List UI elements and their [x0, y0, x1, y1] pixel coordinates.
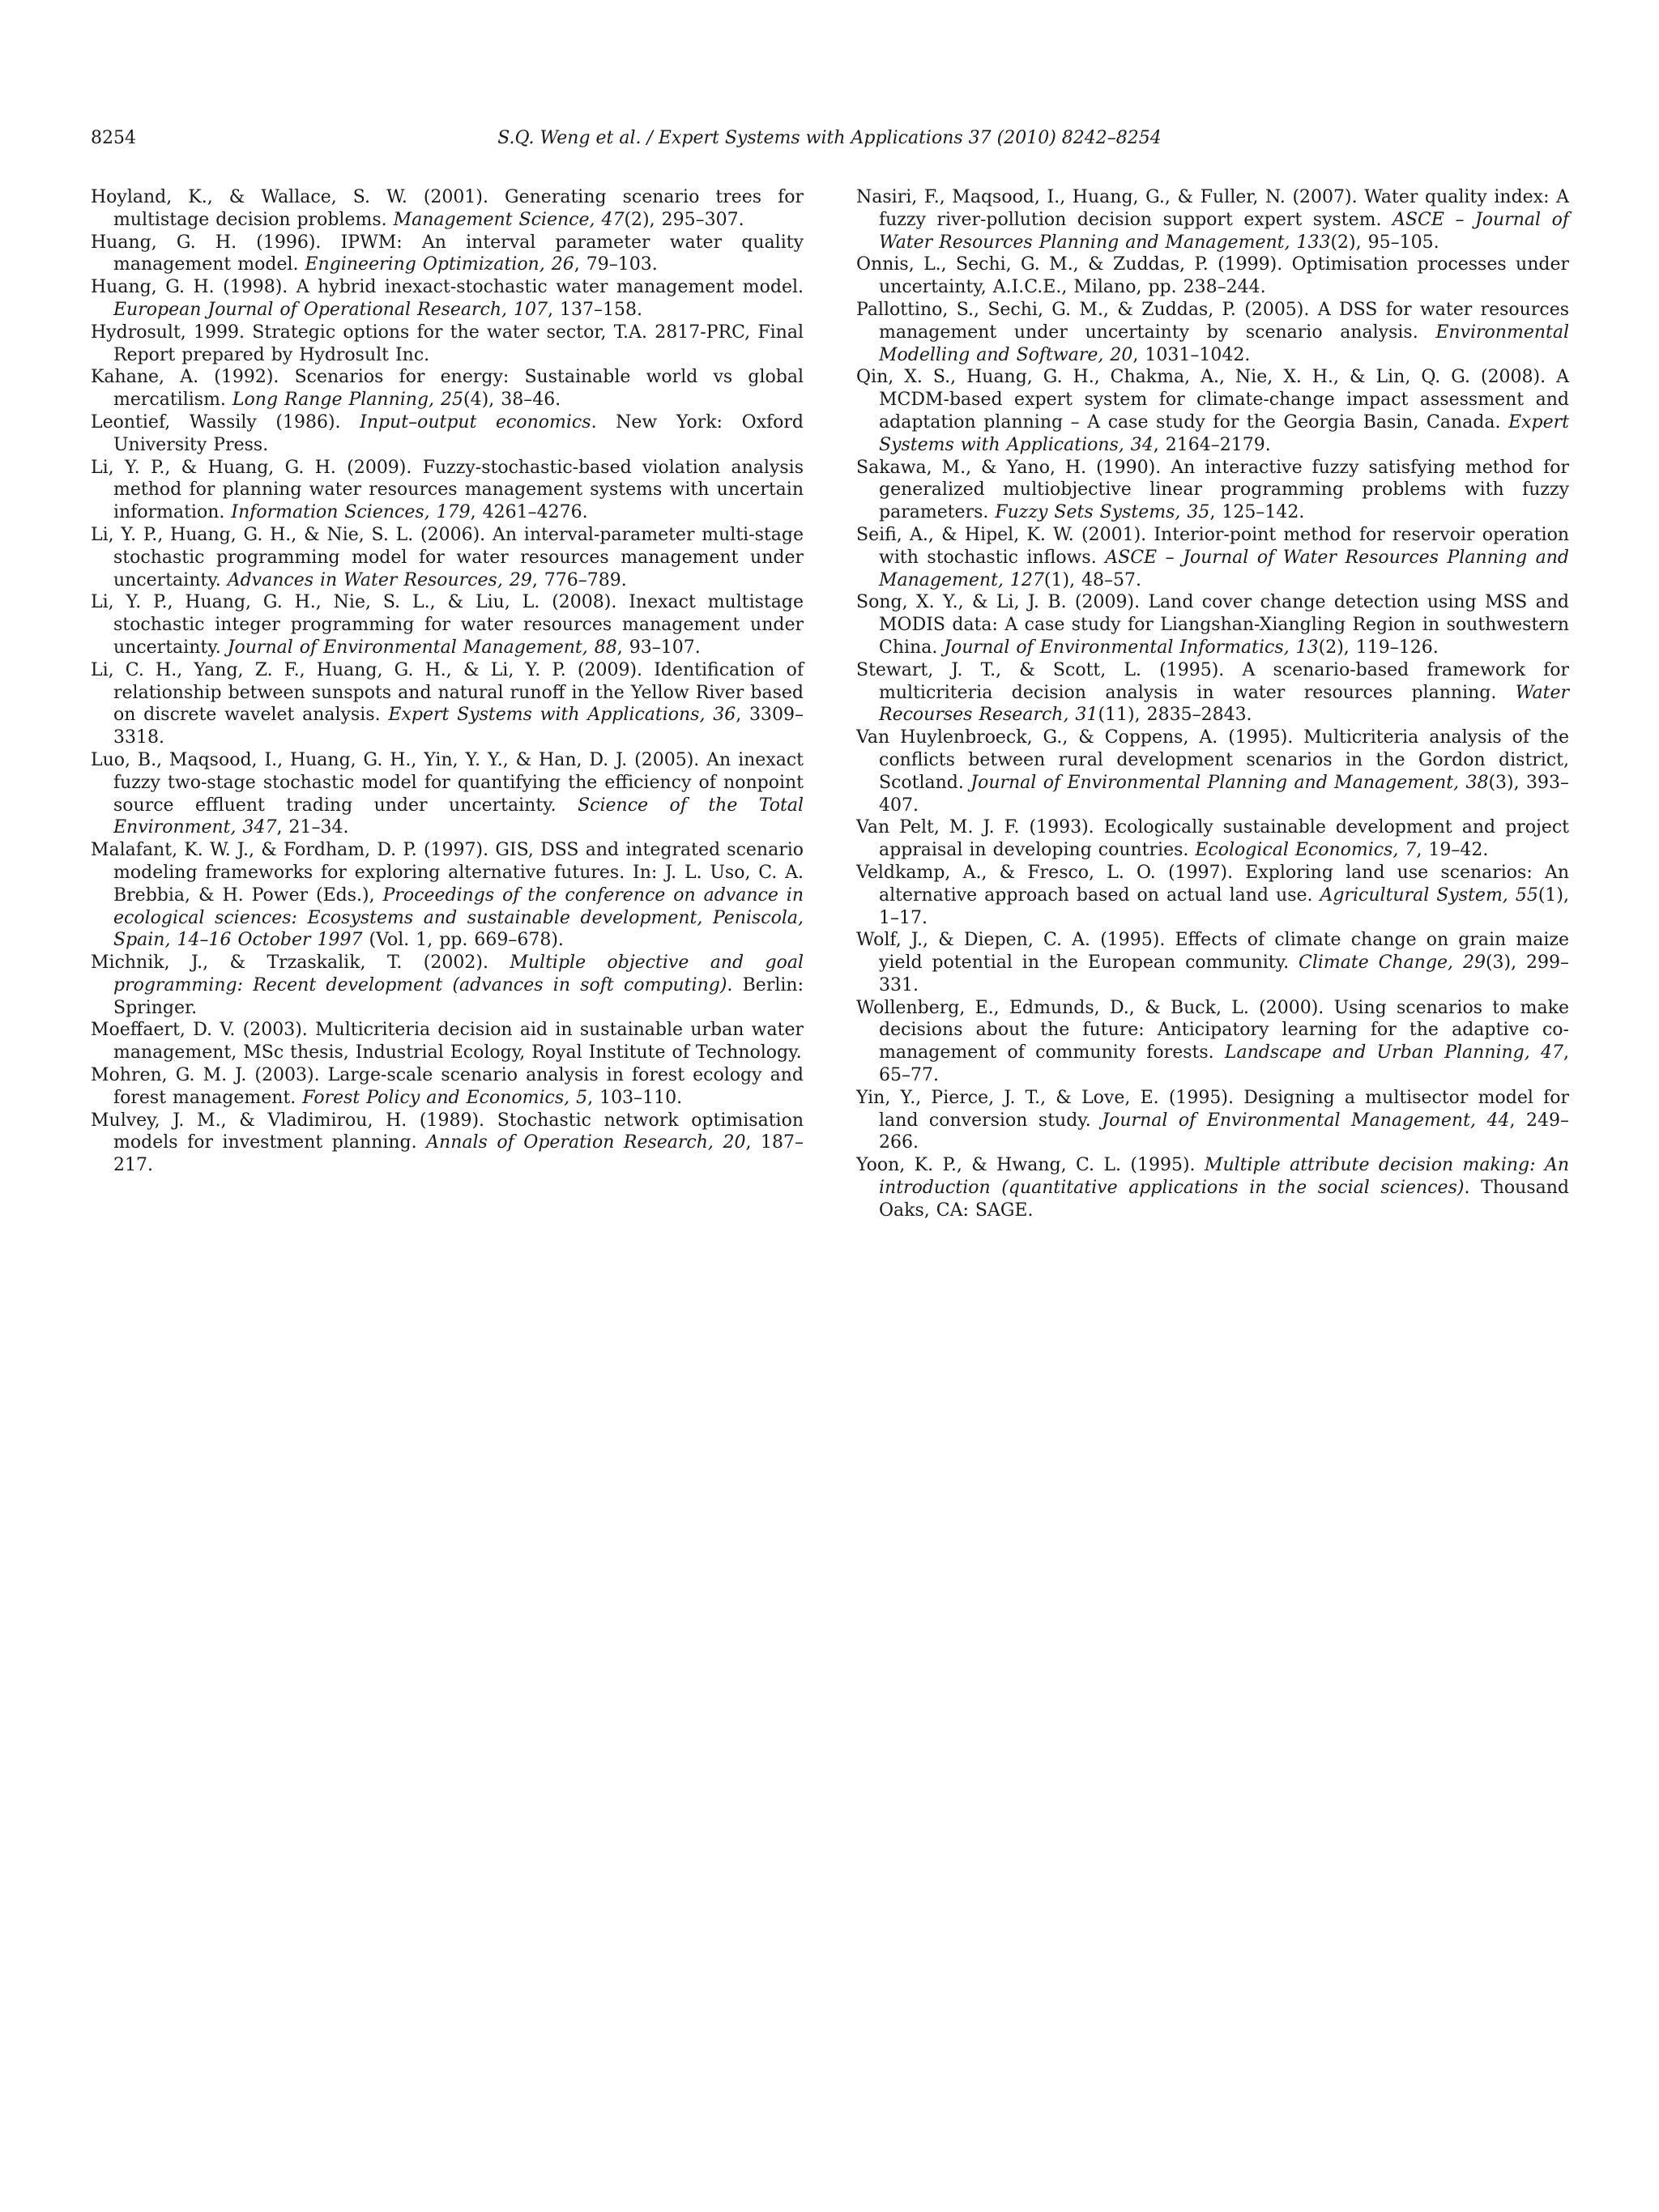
reference-entry: Qin, X. S., Huang, G. H., Chakma, A., Nie, X. H., & Lin, Q. G. (2008). A MCDM-based expert system for climate-change impact assessment and adaptation planning – A case study for the Georgia Basin, Canada. Expert Systems with Applications, 34, 2164–2179. — [856, 367, 1569, 455]
reference-entry: Huang, G. H. (1998). A hybrid inexact-stochastic water management model. European Journal of Operational Research, 107, 137–158. — [91, 277, 804, 320]
reference-entry: Huang, G. H. (1996). IPWM: An interval parameter water quality management model. Engineering Optimization, 26, 79–103. — [91, 232, 804, 275]
running-head: S.Q. Weng et al. / Expert Systems with Applications 37 (2010) 8242–8254 — [497, 128, 1162, 148]
reference-entry: Pallottino, S., Sechi, G. M., & Zuddas, P. (2005). A DSS for water resources management under uncertainty by scenario analysis. Environmental Modelling and Software, 20, 1031–1042. — [856, 299, 1569, 365]
reference-entry: Malafant, K. W. J., & Fordham, D. P. (1997). GIS, DSS and integrated scenario modeling frameworks for exploring alternative futures. In: J. L. Uso, C. A. Brebbia, & H. Power (Eds.), Proceedings of the conference on advance in ecological sciences: Ecosystems and sustainable development, Peniscola, Spain, 14–16 October 1997 (Vol. 1, pp. 669–678). — [91, 840, 804, 951]
reference-entry: Yin, Y., Pierce, J. T., & Love, E. (1995). Designing a multisector model for land conversion study. Journal of Environmental Management, 44, 249–266. — [856, 1087, 1569, 1153]
reference-entry: Luo, B., Maqsood, I., Huang, G. H., Yin, Y. Y., & Han, D. J. (2005). An inexact fuzzy two-stage stochastic model for quantifying the efficiency of nonpoint source effluent trading under uncertainty. Science of the Total Environment, 347, 21–34. — [91, 749, 804, 838]
reference-entry: Li, C. H., Yang, Z. F., Huang, G. H., & Li, Y. P. (2009). Identification of relationship between sunspots and natural runoff in the Yellow River based on discrete wavelet analysis. Expert Systems with Applications, 36, 3309–3318. — [91, 659, 804, 748]
reference-entry: Yoon, K. P., & Hwang, C. L. (1995). Multiple attribute decision making: An introduction (quantitative applications in the social sciences). Thousand Oaks, CA: SAGE. — [856, 1155, 1569, 1221]
reference-entry: Kahane, A. (1992). Scenarios for energy: Sustainable world vs global mercatilism. Long Range Planning, 25(4), 38–46. — [91, 367, 804, 411]
reference-entry: Li, Y. P., Huang, G. H., & Nie, S. L. (2006). An interval-parameter multi-stage stochastic programming model for water resources management under uncertainty. Advances in Water Resources, 29, 776–789. — [91, 524, 804, 590]
reference-entry: Veldkamp, A., & Fresco, L. O. (1997). Exploring land use scenarios: An alternative approach based on actual land use. Agricultural System, 55(1), 1–17. — [856, 862, 1569, 928]
reference-entry: Moeffaert, D. V. (2003). Multicriteria decision aid in sustainable urban water management, MSc thesis, Industrial Ecology, Royal Institute of Technology. — [91, 1020, 804, 1063]
reference-entry: Leontief, Wassily (1986). Input–output economics. New York: Oxford University Press. — [91, 411, 804, 455]
reference-entry: Wolf, J., & Diepen, C. A. (1995). Effects of climate change on grain maize yield potential in the European community. Climate Change, 29(3), 299–331. — [856, 930, 1570, 995]
reference-entry: Seifi, A., & Hipel, K. W. (2001). Interior-point method for reservoir operation with stochastic inflows. ASCE – Journal of Water Resources Planning and Management, 127(1), 48–57. — [856, 524, 1569, 590]
page-number: 8254 — [91, 128, 136, 148]
reference-entry: Sakawa, M., & Yano, H. (1990). An interactive fuzzy satisfying method for generalized multiobjective linear programming problems with fuzzy parameters. Fuzzy Sets Systems, 35, 125–142. — [856, 457, 1569, 523]
references-right-column — [856, 186, 1569, 1222]
reference-entry: Nasiri, F., Maqsood, I., Huang, G., & Fuller, N. (2007). Water quality index: A fuzzy river-pollution decision support expert system. ASCE – Journal of Water Resources Planning and Management, 133(2), 95–105. — [856, 187, 1569, 253]
reference-entry: Onnis, L., Sechi, G. M., & Zuddas, P. (1999). Optimisation processes under uncertainty, A.I.C.E., Milano, pp. 238–244. — [856, 254, 1569, 298]
reference-entry: Wollenberg, E., Edmunds, D., & Buck, L. (2000). Using scenarios to make decisions about the future: Anticipatory learning for the adaptive co-management of community forests. Landscape and Urban Planning, 47, 65–77. — [856, 997, 1569, 1086]
reference-entry: Li, Y. P., Huang, G. H., Nie, S. L., & Liu, L. (2008). Inexact multistage stochastic integer programming for water resources management under uncertainty. Journal of Environmental Management, 88, 93–107. — [91, 592, 804, 658]
reference-entry: Mohren, G. M. J. (2003). Large-scale scenario analysis in forest ecology and forest management. Forest Policy and Economics, 5, 103–110. — [91, 1065, 804, 1108]
reference-entry: Van Pelt, M. J. F. (1993). Ecologically sustainable development and project appraisal in developing countries. Ecological Economics, 7, 19–42. — [856, 817, 1569, 861]
page-header — [91, 128, 1568, 157]
references-left-column — [91, 186, 804, 1177]
reference-entry: Hydrosult, 1999. Strategic options for the water sector, T.A. 2817-PRC, Final Report prepared by Hydrosult Inc. — [91, 322, 804, 365]
reference-entry: Van Huylenbroeck, G., & Coppens, A. (1995). Multicriteria analysis of the conflicts between rural development scenarios in the Gordon district, Scotland. Journal of Environmental Planning and Management, 38(3), 393–407. — [856, 727, 1569, 816]
reference-entry: Li, Y. P., & Huang, G. H. (2009). Fuzzy-stochastic-based violation analysis method for planning water resources management systems with uncertain information. Information Sciences, 179, 4261–4276. — [91, 457, 804, 523]
reference-entry: Song, X. Y., & Li, J. B. (2009). Land cover change detection using MSS and MODIS data: A case study for Liangshan-Xiangling Region in southwestern China. Journal of Environmental Informatics, 13(2), 119–126. — [856, 592, 1569, 658]
reference-entry: Stewart, J. T., & Scott, L. (1995). A scenario-based framework for multicriteria decision analysis in water resources planning. Water Recourses Research, 31(11), 2835–2843. — [856, 659, 1569, 726]
reference-entry: Mulvey, J. M., & Vladimirou, H. (1989). Stochastic network optimisation models for investment planning. Annals of Operation Research, 20, 187–217. — [91, 1110, 804, 1176]
reference-entry: Hoyland, K., & Wallace, S. W. (2001). Generating scenario trees for multistage decision problems. Management Science, 47(2), 295–307. — [91, 187, 804, 230]
reference-entry: Michnik, J., & Trzaskalik, T. (2002). Multiple objective and goal programming: Recent development (advances in soft computing). Berlin: Springer. — [91, 953, 804, 1018]
